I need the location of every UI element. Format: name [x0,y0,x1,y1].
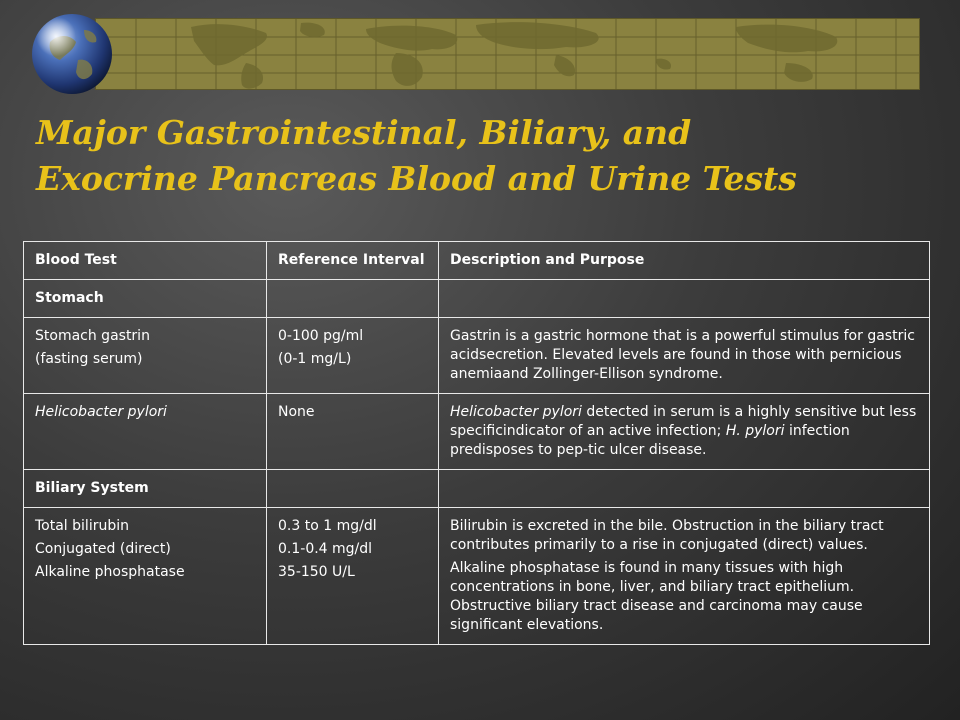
desc-organism: Helicobacter pylori [450,404,582,420]
ref-value: 35-150 U/L [278,564,355,580]
test-name: Conjugated (direct) [35,541,171,557]
table-row-bilirubin [24,508,930,645]
desc-text-2: infection predisposes to pep-tic ulcer disease. [450,423,850,458]
empty-cell [439,280,930,318]
ref-value: 0-100 pg/ml [278,328,364,344]
header-blood-test: Blood Test [24,242,267,280]
empty-cell [439,470,930,508]
desc-paragraph: Alkaline phosphatase is found in many tissues with high concentrations in bone, liver, and biliary tract epithelium. Obstructive biliary tract disease and carcinoma may cause significant elevations. [450,560,863,633]
globe-icon [30,12,114,96]
desc-organism-short: H. pylori [725,423,785,439]
table-row-gastrin [24,318,930,394]
empty-cell [267,470,439,508]
section-row-biliary [24,470,930,508]
test-name: Alkaline phosphatase [35,564,185,580]
empty-cell [267,280,439,318]
section-label-biliary: Biliary System [24,470,267,508]
title-line-2: Exocrine Pancreas Blood and Urine Tests [36,159,797,198]
page-title [36,110,916,202]
cell-test-hpylori: Helicobacter pylori [24,394,267,470]
header-description: Description and Purpose [439,242,930,280]
blood-tests-table [23,241,930,645]
test-sample: (fasting serum) [35,351,143,367]
cell-desc-hpylori [439,394,930,470]
title-line-1: Major Gastrointestinal, Biliary, and [36,113,692,152]
cell-ref-bilirubin [267,508,439,645]
header-reference-interval: Reference Interval [267,242,439,280]
cell-test-bilirubin [24,508,267,645]
cell-ref-hpylori: None [267,394,439,470]
ref-value: 0.3 to 1 mg/dl [278,518,377,534]
ref-value: 0.1-0.4 mg/dl [278,541,373,557]
world-map-banner [95,18,920,90]
section-row-stomach [24,280,930,318]
test-name: Total bilirubin [35,518,129,534]
cell-test-gastrin [24,318,267,394]
cell-desc-gastrin: Gastrin is a gastric hormone that is a powerful stimulus for gastric acidsecretion. Elevated levels are found in those with pernicious anemiaand Zollinger-Ellison syndrome. [439,318,930,394]
table-header-row [24,242,930,280]
cell-ref-gastrin [267,318,439,394]
test-name: Stomach gastrin [35,328,150,344]
desc-text-1: detected in serum is a highly sensitive but less specificindicator of an active infection; [450,404,917,439]
table-row-hpylori [24,394,930,470]
cell-desc-bilirubin [439,508,930,645]
ref-value-alt: (0-1 mg/L) [278,351,352,367]
desc-paragraph: Bilirubin is excreted in the bile. Obstruction in the biliary tract contributes primarily to a rise in conjugated (direct) values. [450,518,884,553]
section-label-stomach: Stomach [24,280,267,318]
